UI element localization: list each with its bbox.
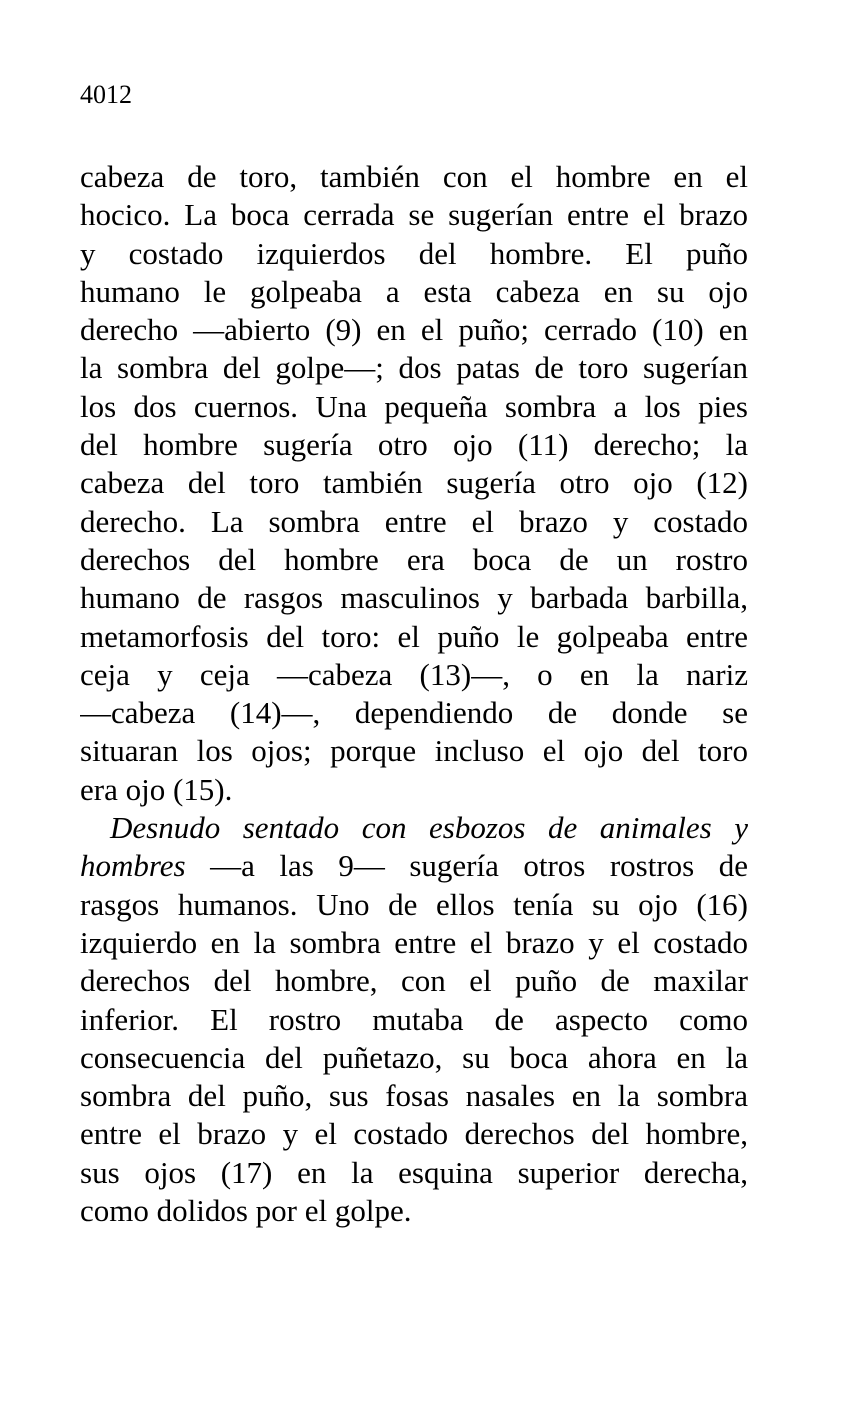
text-line: rasgos humanos. Uno de ellos tenía su ojo (16)	[80, 886, 748, 922]
body-text	[80, 158, 748, 1230]
text-line: hocico. La boca cerrada se sugerían entre el brazo	[80, 197, 748, 233]
text-line: la sombra del golpe—; dos patas de toro sugerían	[80, 350, 748, 386]
text-line: del hombre sugería otro ojo (11) derecho; la	[80, 427, 748, 463]
artwork-title-line: Desnudo sentado con esbozos de animales y	[110, 810, 748, 846]
text-line: ceja y ceja —cabeza (13)—, o en la nariz	[80, 656, 748, 692]
page-number: 4012	[80, 80, 132, 109]
text-line: consecuencia del puñetazo, su boca ahora en la	[80, 1039, 748, 1075]
text-line: entre el brazo y el costado derechos del hombre,	[80, 1116, 748, 1152]
text-line: izquierdo en la sombra entre el brazo y el costado	[80, 924, 748, 960]
text-line: derecho. La sombra entre el brazo y costado	[80, 503, 748, 539]
text-line: derechos del hombre, con el puño de maxilar	[80, 963, 748, 999]
text-line	[80, 847, 748, 885]
text-line: sombra del puño, sus fosas nasales en la sombra	[80, 1078, 748, 1114]
text-line: humano de rasgos masculinos y barbada barbilla,	[80, 580, 748, 616]
text-fragment: —a las 9— sugería otros rostros de	[185, 848, 748, 884]
text-line: era ojo (15).	[80, 771, 233, 807]
text-line: y costado izquierdos del hombre. El puño	[80, 235, 748, 271]
text-line: cabeza del toro también sugería otro ojo (12)	[80, 465, 748, 501]
text-line: como dolidos por el golpe.	[80, 1193, 412, 1229]
text-line: derecho —abierto (9) en el puño; cerrado (10) en	[80, 312, 748, 348]
text-line: metamorfosis del toro: el puño le golpeaba entre	[80, 618, 748, 654]
paragraph-1	[80, 158, 748, 809]
artwork-title: hombres	[80, 848, 186, 884]
paragraph-2	[80, 809, 748, 1230]
text-line: situaran los ojos; porque incluso el ojo del toro	[80, 733, 748, 769]
text-line: derechos del hombre era boca de un rostro	[80, 541, 748, 577]
text-line: los dos cuernos. Una pequeña sombra a los pies	[80, 388, 748, 424]
text-line: humano le golpeaba a esta cabeza en su ojo	[80, 273, 748, 309]
text-line: inferior. El rostro mutaba de aspecto como	[80, 1001, 748, 1037]
text-line: cabeza de toro, también con el hombre en el	[80, 159, 748, 194]
text-line: —cabeza (14)—, dependiendo de donde se	[80, 695, 748, 731]
text-line: sus ojos (17) en la esquina superior derecha,	[80, 1154, 748, 1190]
